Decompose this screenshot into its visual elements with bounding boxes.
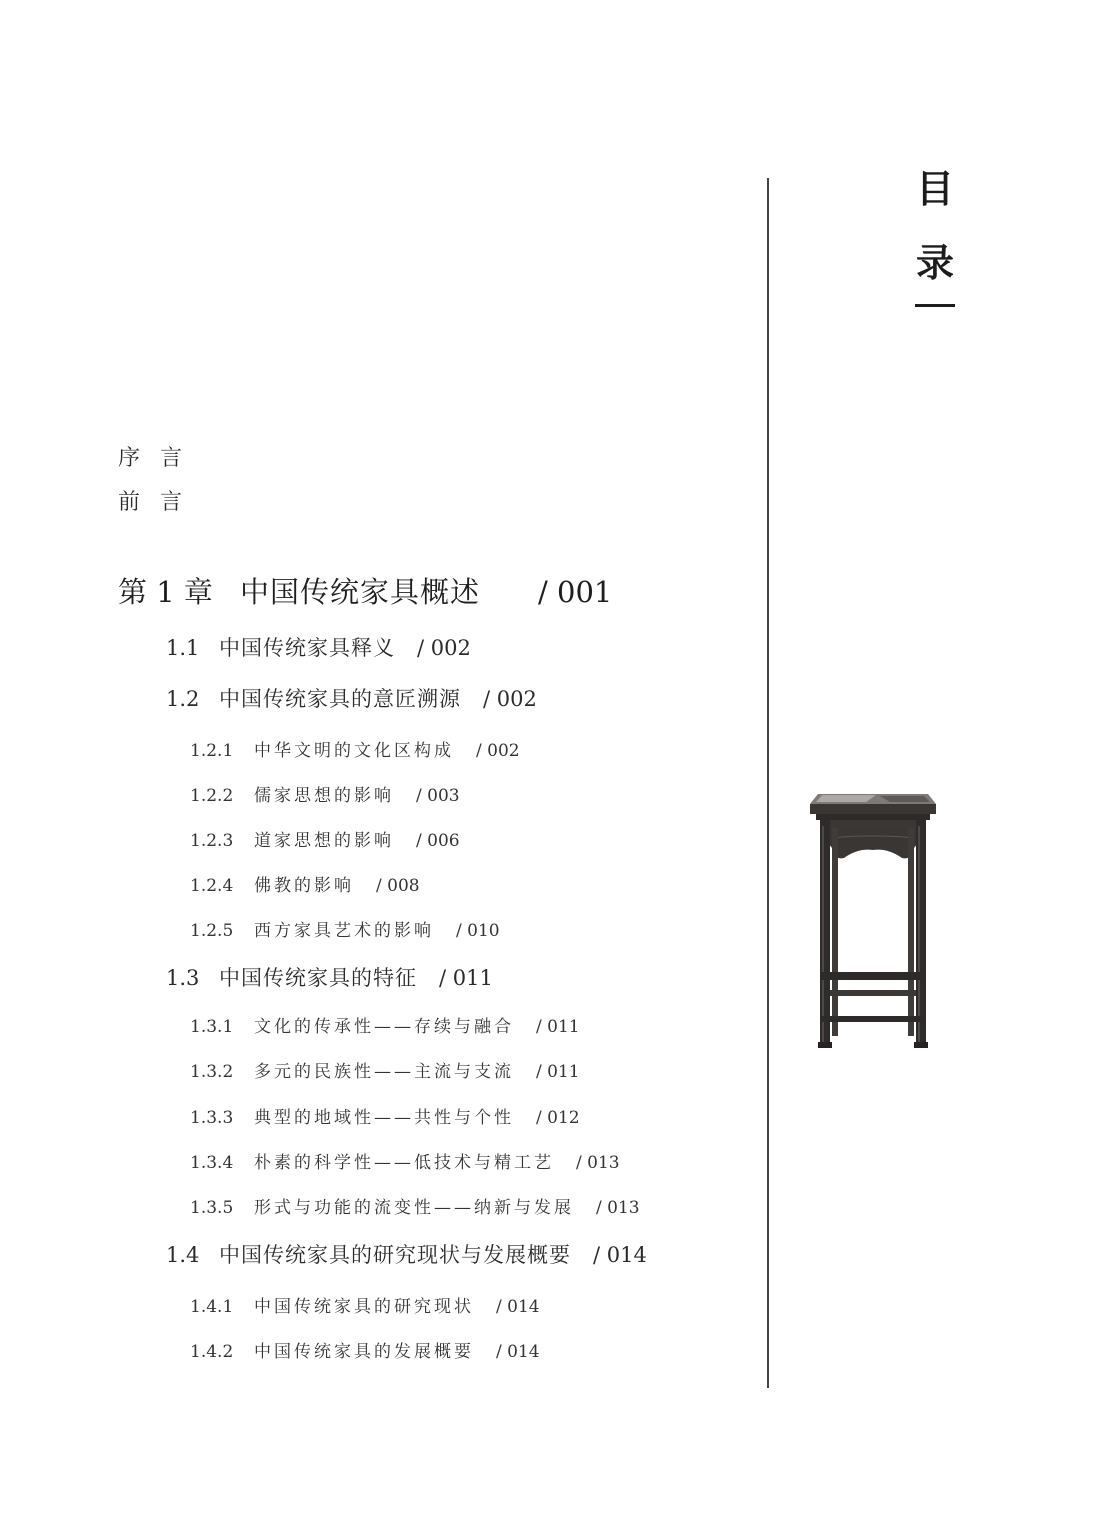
section-number: 1.4 [166, 1243, 200, 1267]
subsection-number: 1.2.1 [190, 741, 234, 761]
subsection-number: 1.2.2 [190, 786, 234, 806]
subsection-title: 形式与功能的流变性——纳新与发展 [254, 1198, 574, 1218]
section-page: / 002 [417, 636, 471, 660]
toc-subsection-1-4-2[interactable] [190, 1344, 540, 1361]
toc-subsection-1-2-5[interactable] [190, 923, 500, 940]
subsection-title: 中华文明的文化区构成 [254, 741, 454, 761]
toc-subsection-1-2-2[interactable] [190, 788, 460, 805]
chapter-number: 第 1 章 [118, 575, 213, 609]
toc-subsection-1-3-4[interactable] [190, 1155, 620, 1172]
subsection-page: / 003 [416, 786, 460, 806]
subsection-page: / 014 [496, 1342, 540, 1362]
toc-subsection-1-2-3[interactable] [190, 833, 460, 850]
toc-subsection-1-3-5[interactable] [190, 1200, 640, 1217]
subsection-title: 道家思想的影响 [254, 831, 394, 851]
subsection-page: / 008 [376, 876, 420, 896]
subsection-title: 朴素的科学性——低技术与精工艺 [254, 1153, 554, 1173]
section-page: / 011 [439, 966, 493, 990]
toc-subsection-1-4-1[interactable] [190, 1299, 540, 1316]
subsection-number: 1.4.1 [190, 1297, 234, 1317]
subsection-title: 多元的民族性——主流与支流 [254, 1062, 514, 1082]
subsection-number: 1.2.5 [190, 921, 234, 941]
toc-subsection-1-2-1[interactable] [190, 743, 520, 760]
chapter-title: 中国传统家具概述 [240, 575, 481, 609]
chapter-page: / 001 [538, 575, 613, 609]
section-number: 1.3 [166, 966, 200, 990]
toc-heading-rule [915, 304, 955, 307]
subsection-title: 儒家思想的影响 [254, 786, 394, 806]
subsection-number: 1.3.4 [190, 1153, 234, 1173]
toc-section-1-3[interactable] [166, 968, 493, 989]
toc-entry-foreword[interactable]: 前言 [118, 490, 203, 515]
subsection-title: 典型的地域性——共性与个性 [254, 1108, 514, 1128]
subsection-number: 1.3.2 [190, 1062, 234, 1082]
section-title: 中国传统家具的研究现状与发展概要 [219, 1243, 571, 1267]
toc-chapter-1[interactable] [118, 575, 613, 609]
section-number: 1.2 [166, 687, 200, 711]
subsection-title: 佛教的影响 [254, 876, 354, 896]
subsection-page: / 012 [536, 1108, 580, 1128]
toc-section-1-2[interactable] [166, 689, 537, 710]
section-number: 1.1 [166, 636, 200, 660]
toc-subsection-1-3-3[interactable] [190, 1110, 580, 1127]
subsection-page: / 011 [536, 1017, 580, 1037]
toc-heading-char-1: 目 [915, 166, 954, 211]
section-title: 中国传统家具的意匠溯源 [219, 687, 461, 711]
toc-heading-char-2: 录 [915, 240, 954, 285]
subsection-number: 1.2.4 [190, 876, 234, 896]
section-title: 中国传统家具释义 [219, 636, 395, 660]
subsection-title: 中国传统家具的研究现状 [254, 1297, 474, 1317]
subsection-page: / 013 [576, 1153, 620, 1173]
toc-heading [912, 166, 958, 307]
toc-subsection-1-2-4[interactable] [190, 878, 420, 895]
subsection-page: / 014 [496, 1297, 540, 1317]
subsection-title: 西方家具艺术的影响 [254, 921, 434, 941]
subsection-page: / 002 [476, 741, 520, 761]
toc-subsection-1-3-1[interactable] [190, 1019, 580, 1036]
subsection-number: 1.3.1 [190, 1017, 234, 1037]
section-page: / 014 [593, 1243, 647, 1267]
vertical-divider [767, 178, 769, 1388]
section-page: / 002 [483, 687, 537, 711]
toc-subsection-1-3-2[interactable] [190, 1064, 580, 1081]
subsection-number: 1.4.2 [190, 1342, 234, 1362]
subsection-number: 1.2.3 [190, 831, 234, 851]
subsection-page: / 006 [416, 831, 460, 851]
flower-stand-icon [806, 786, 940, 1052]
subsection-page: / 013 [596, 1198, 640, 1218]
toc-section-1-1[interactable] [166, 638, 471, 659]
subsection-page: / 010 [456, 921, 500, 941]
toc-section-1-4[interactable] [166, 1245, 647, 1266]
subsection-title: 中国传统家具的发展概要 [254, 1342, 474, 1362]
section-title: 中国传统家具的特征 [219, 966, 417, 990]
toc-entry-preface[interactable]: 序言 [118, 446, 203, 471]
subsection-page: / 011 [536, 1062, 580, 1082]
subsection-title: 文化的传承性——存续与融合 [254, 1017, 514, 1037]
subsection-number: 1.3.5 [190, 1198, 234, 1218]
subsection-number: 1.3.3 [190, 1108, 234, 1128]
